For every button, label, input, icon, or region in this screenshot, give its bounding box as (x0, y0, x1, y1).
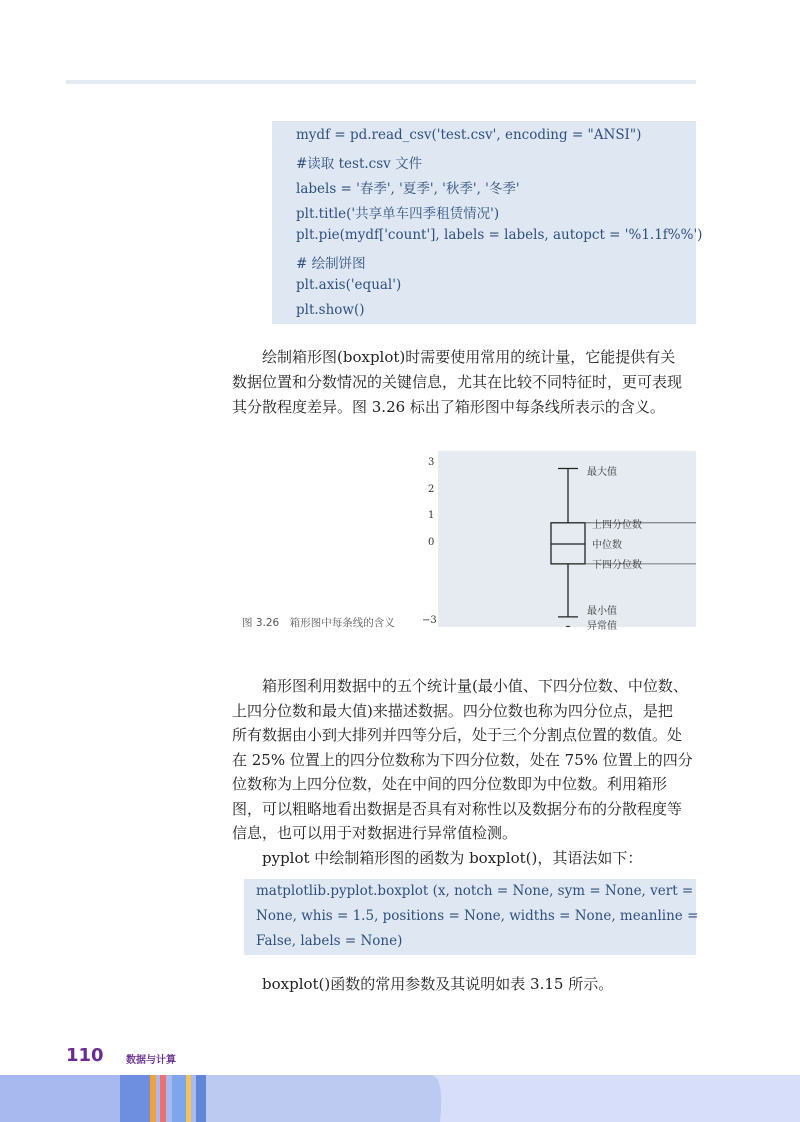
annotation-max: 最大值 (587, 467, 617, 478)
code-block-boxplot-syntax (244, 879, 699, 955)
annotation-q3: 上四分位数 (592, 520, 642, 531)
paragraph-line: 信息，也可以用于对数据进行异常值检测。 (232, 824, 518, 842)
figure-caption: 图 3.26 箱形图中每条线的含义 (242, 617, 395, 629)
paragraph-line: pyplot 中绘制箱形图的函数为 boxplot()，其语法如下： (232, 849, 643, 867)
annotation-q1: 下四分位数 (592, 560, 642, 571)
code-line: #读取 test.csv 文件 (296, 156, 423, 172)
code-line: plt.show() (296, 302, 365, 318)
boxplot-svg (438, 451, 696, 627)
y-tick-label: 1 (428, 510, 435, 521)
paragraph-line: 在 25% 位置上的四分位数称为下四分位数，处在 75% 位置上的四分 (232, 750, 693, 769)
annotation-min: 最小值 (587, 606, 617, 617)
paragraph-line: 数据位置和分数情况的关键信息，尤其在比较不同特征时，更可表现 (232, 373, 683, 391)
code-block-pie (272, 121, 703, 324)
outlier-point (566, 626, 571, 627)
paragraph-line: boxplot()函数的常用参数及其说明如表 3.15 所示。 (232, 975, 614, 993)
y-tick-label: −3 (422, 615, 437, 626)
code-line: # 绘制饼图 (296, 256, 366, 272)
box-body (551, 523, 585, 564)
y-tick-label: 2 (428, 484, 435, 495)
footer-decoration (0, 1075, 800, 1122)
code-line: matplotlib.pyplot.boxplot (x, notch = None, sym = None, vert = (256, 883, 694, 899)
paragraph-line: 其分散程度差异。图 3.26 标出了箱形图中每条线所表示的含义。 (232, 398, 665, 416)
annotation-outlier: 异常值 (587, 621, 617, 632)
page-number: 110 (66, 1045, 104, 1066)
y-tick-label: 3 (428, 457, 435, 468)
code-line: labels = '春季', '夏季', '秋季', '冬季' (296, 181, 520, 197)
code-line: plt.pie(mydf['count'], labels = labels, autopct = '%1.1f%%') (296, 227, 703, 243)
y-tick-label: 0 (428, 537, 435, 548)
code-line: mydf = pd.read_csv('test.csv', encoding = "ANSI") (296, 127, 642, 143)
code-line: plt.axis('equal') (296, 277, 402, 293)
code-line: False, labels = None) (256, 933, 403, 949)
code-line: None, whis = 1.5, positions = None, widths = None, meanline = (256, 908, 699, 924)
header-rule (66, 80, 696, 84)
book-title: 数据与计算 (126, 1055, 176, 1066)
paragraph-line: 位数称为上四分位数，处在中间的四分位数即为中位数。利用箱形 (232, 775, 668, 793)
paragraph-line: 上四分位数和最大值)来描述数据。四分位数也称为四分位点，是把 (232, 701, 673, 720)
annotation-median: 中位数 (592, 540, 622, 551)
paragraph-line: 所有数据由小到大排列并四等分后，处于三个分割点位置的数值。处 (232, 726, 683, 744)
code-line: plt.title('共享单车四季租赁情况') (296, 206, 500, 222)
boxplot-figure (438, 451, 696, 627)
paragraph-line: 箱形图利用数据中的五个统计量(最小值、下四分位数、中位数、 (232, 677, 688, 695)
paragraph-line: 图，可以粗略地看出数据是否具有对称性以及数据分布的分散程度等 (232, 799, 683, 818)
paragraph-line: 绘制箱形图(boxplot)时需要使用常用的统计量，它能提供有关 (232, 348, 676, 366)
